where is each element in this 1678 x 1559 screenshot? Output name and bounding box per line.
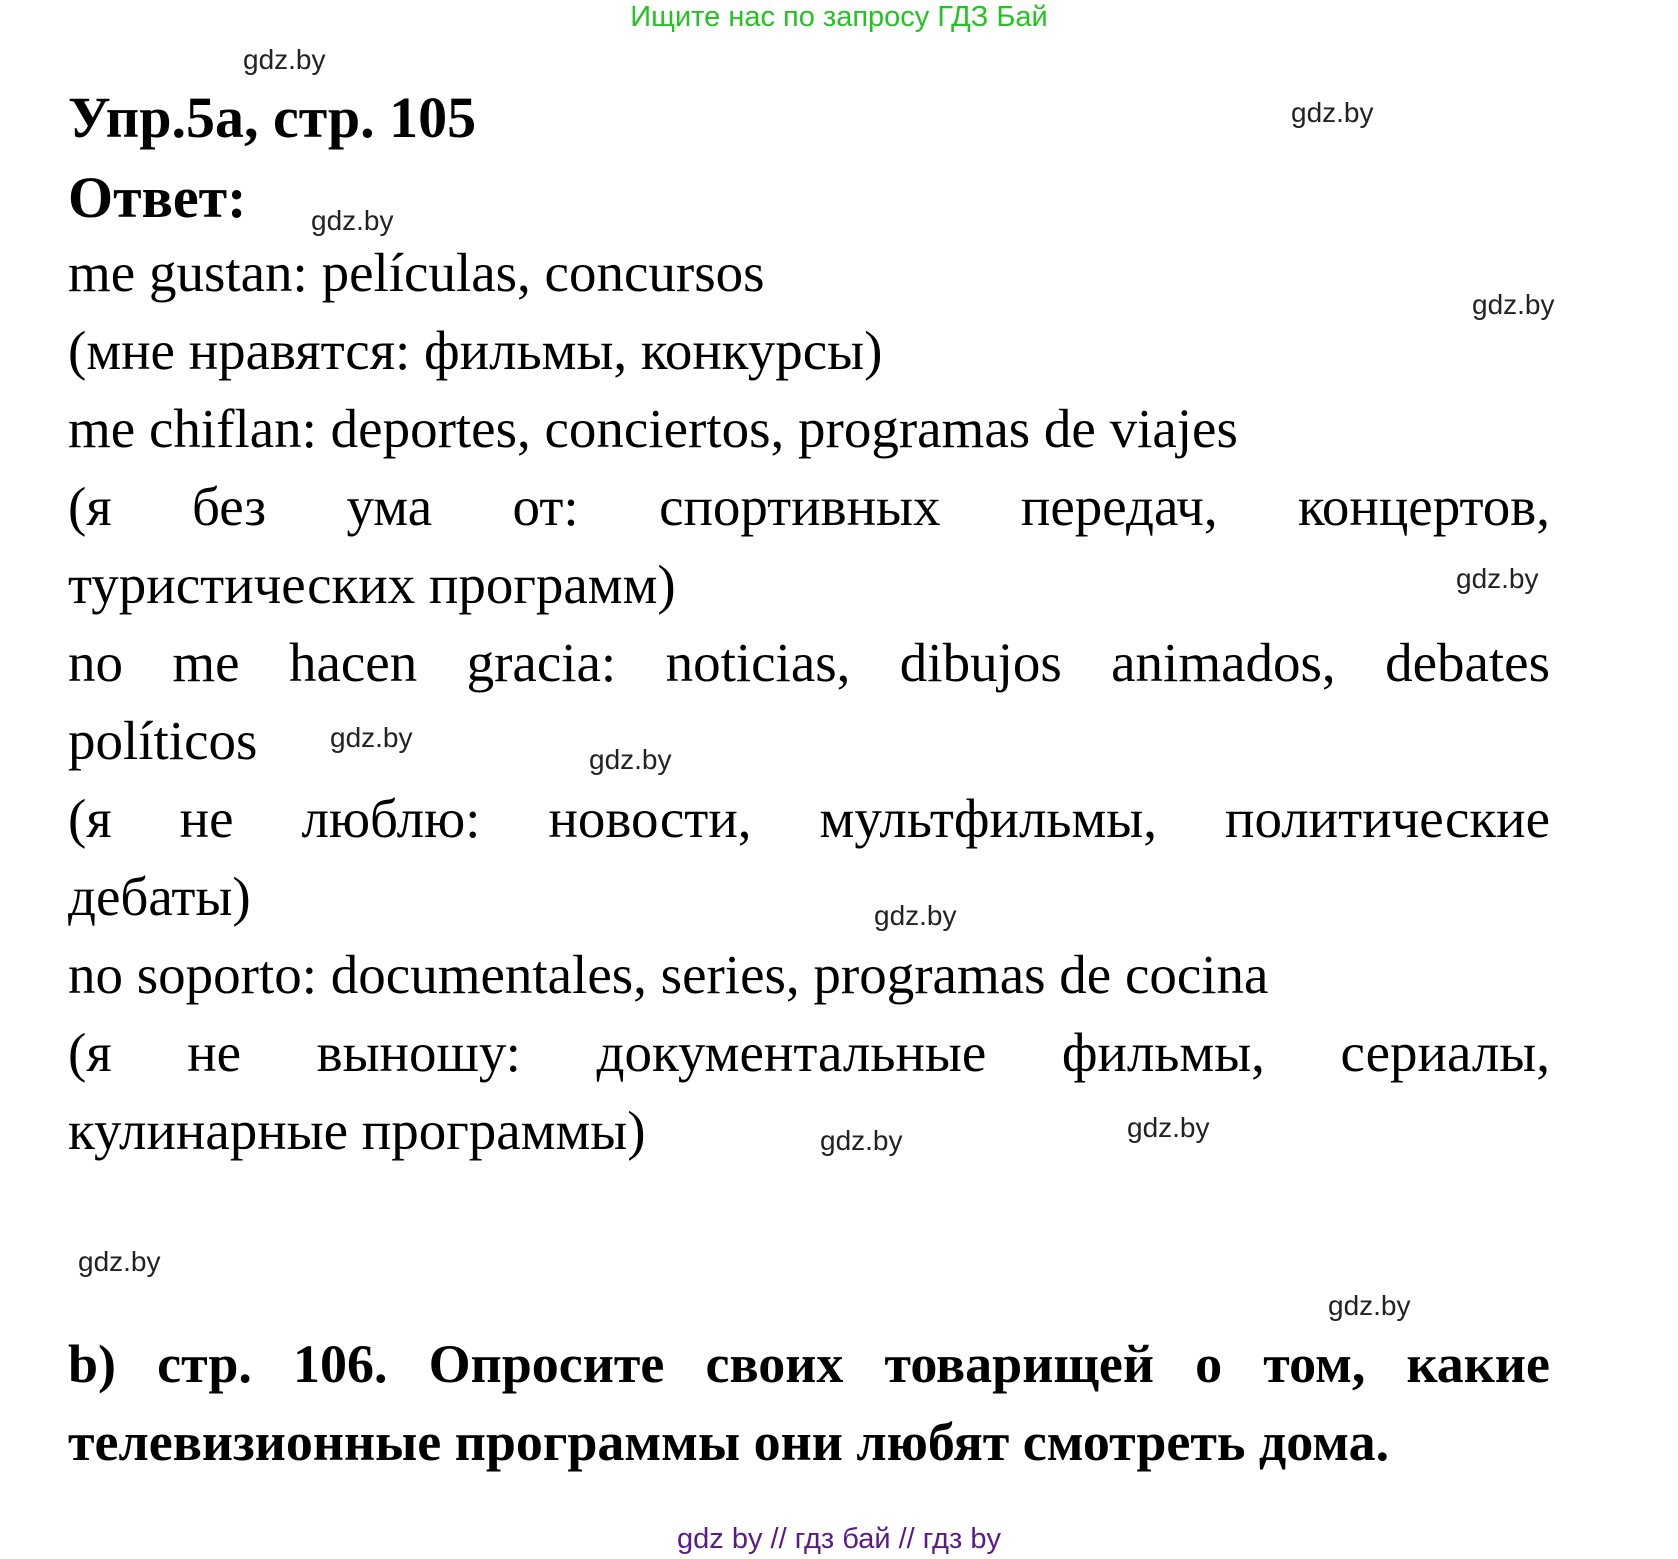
- watermark: gdz.by: [243, 44, 326, 75]
- watermark: gdz.by: [1291, 97, 1374, 128]
- answer-line: me chiflan: deportes, conciertos, programas de viajes: [68, 398, 1238, 459]
- answer-label: Ответ:: [68, 165, 247, 230]
- watermark: gdz.by: [1456, 563, 1539, 594]
- watermark: gdz.by: [311, 205, 394, 236]
- task-b-line: b) стр. 106. Опросите своих товарищей о том, какие: [68, 1334, 1550, 1394]
- watermark: gdz.by: [874, 900, 957, 931]
- watermark: gdz.by: [1328, 1290, 1411, 1321]
- watermark: gdz.by: [1472, 289, 1555, 320]
- watermark: gdz.by: [78, 1246, 161, 1277]
- answer-line: (я не выношу: документальные фильмы, сериалы,: [68, 1022, 1550, 1083]
- watermark: gdz.by: [330, 722, 413, 753]
- answer-line: туристических программ): [68, 554, 676, 615]
- watermark: gdz.by: [820, 1125, 903, 1156]
- answer-line: (я без ума от: спортивных передач, концертов,: [68, 476, 1550, 537]
- answer-line: me gustan: películas, concursos: [68, 242, 765, 303]
- answer-line: кулинарные программы): [68, 1100, 646, 1161]
- task-b-line: телевизионные программы они любят смотреть дома.: [68, 1412, 1390, 1472]
- answer-line: (мне нравятся: фильмы, конкурсы): [68, 320, 883, 381]
- watermark: gdz.by: [589, 744, 672, 775]
- watermark: gdz.by: [1127, 1112, 1210, 1143]
- exercise-title: Упр.5а, стр. 105: [68, 85, 477, 150]
- search-banner: Ищите нас по запросу ГДЗ Бай: [630, 1, 1048, 33]
- answer-line: дебаты): [68, 866, 251, 927]
- answer-line: no me hacen gracia: noticias, dibujos animados, debates: [68, 632, 1550, 693]
- answer-line: no soporto: documentales, series, programas de cocina: [68, 944, 1269, 1005]
- answer-line: políticos: [68, 710, 258, 771]
- footer-watermark: gdz by // гдз бай // гдз by: [677, 1523, 1001, 1555]
- answer-line: (я не люблю: новости, мультфильмы, политические: [68, 788, 1550, 849]
